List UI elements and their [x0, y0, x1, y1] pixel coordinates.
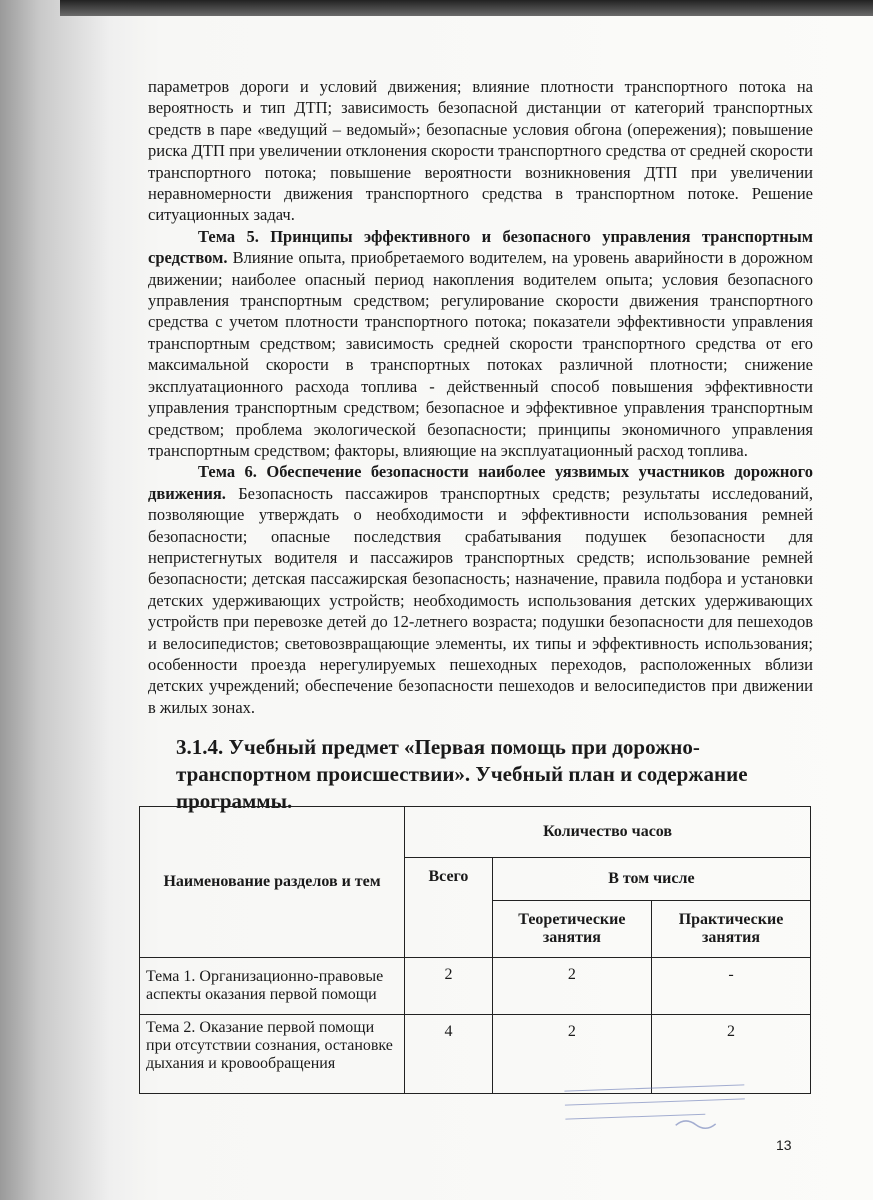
row-theory: 2: [492, 1015, 651, 1094]
header-practice: Практические занятия: [651, 901, 810, 958]
section-heading: 3.1.4. Учебный предмет «Первая помощь при дорожно-транспортном происшествии». Учебный план и содержание программы.: [176, 735, 748, 813]
row-name: Тема 1. Организационно-правовые аспекты оказания первой помощи: [140, 958, 405, 1015]
row-practice: 2: [651, 1015, 810, 1094]
row-total: 4: [405, 1015, 493, 1094]
scan-edge-shadow: [60, 0, 873, 16]
body-text: [148, 76, 813, 718]
row-name: Тема 2. Оказание первой помощи при отсутствии сознания, остановке дыхания и кровообращения: [140, 1015, 405, 1094]
topic5-body: Влияние опыта, приобретаемого водителем, на уровень аварийности в дорожном движении; наиболее опасный период накопления водителем опыта; условия безопасного управления транспортным средством; регулирование скорости движения транспортного средства с учетом плотности транспортного потока; показатели эффективности управления транспортным средством; зависимость средней скорости транспортного средства от его максимальной скорости в транспортных потоках различной плотности; снижение эксплуатационного расхода топлива - действенный способ повышения эффективности управления транспортным средством; безопасное и эффективное управления транспортным средством; проблема экологической безопасности; принципы экономичного управления транспортным средством; факторы, влияющие на эксплуатационный расход топлива.: [148, 248, 813, 460]
paragraph-topic5: [148, 226, 813, 461]
header-theory: Теоретические занятия: [492, 901, 651, 958]
paragraph-topic4-cont: параметров дороги и условий движения; влияние плотности транспортного потока на вероятность и тип ДТП; зависимость безопасной дистанции от категорий транспортных средств в паре «ведущий – ведомый»; безопасные условия обгона (опережения); повышение риска ДТП при увеличении отклонения скорости транспортного средства от средней скорости транспортного потока; повышение вероятности возникновения ДТП при увеличении неравномерности движения транспортного средства в транспортном потоке. Решение ситуационных задач.: [148, 77, 813, 225]
page-number: 13: [776, 1137, 792, 1153]
table-header-row: [140, 807, 811, 858]
paragraph-topic6: [148, 461, 813, 718]
table-row: [140, 958, 811, 1015]
row-theory: 2: [492, 958, 651, 1015]
row-total: 2: [405, 958, 493, 1015]
header-section-name: Наименование разделов и тем: [140, 807, 405, 958]
study-plan-table: [139, 806, 811, 1094]
topic6-title: Тема 6. Обеспечение безопасности наиболее уязвимых участников дорожного движения.: [148, 462, 813, 503]
topic6-body: Безопасность пассажиров транспортных средств; результаты исследований, позволяющие утверждать о необходимости и эффективности использования ремней безопасности; опасные последствия срабатывания подушек безопасности для непристегнутых водителя и пассажиров транспортных средств; использование ремней безопасности; детская пассажирская безопасность; назначение, правила подбора и установки детских удерживающих устройств; необходимость использования детских удерживающих устройств при перевозке детей до 12-летнего возраста; подушки безопасности для пешеходов и велосипедистов; световозвращающие элементы, их типы и эффективность использования; особенности проезда нерегулируемых пешеходных переходов, расположенных вблизи детских учреждений; обеспечение безопасности пешеходов и велосипедистов при движении в жилых зонах.: [148, 483, 813, 717]
header-including: В том числе: [492, 858, 810, 901]
topic5-title: Тема 5. Принципы эффективного и безопасного управления транспортным средством.: [148, 226, 813, 268]
header-total: Всего: [405, 858, 493, 958]
header-hours: Количество часов: [405, 807, 811, 858]
stamp-graphic: [554, 1075, 756, 1138]
approval-stamp: [554, 1075, 756, 1138]
row-practice: -: [651, 958, 810, 1015]
